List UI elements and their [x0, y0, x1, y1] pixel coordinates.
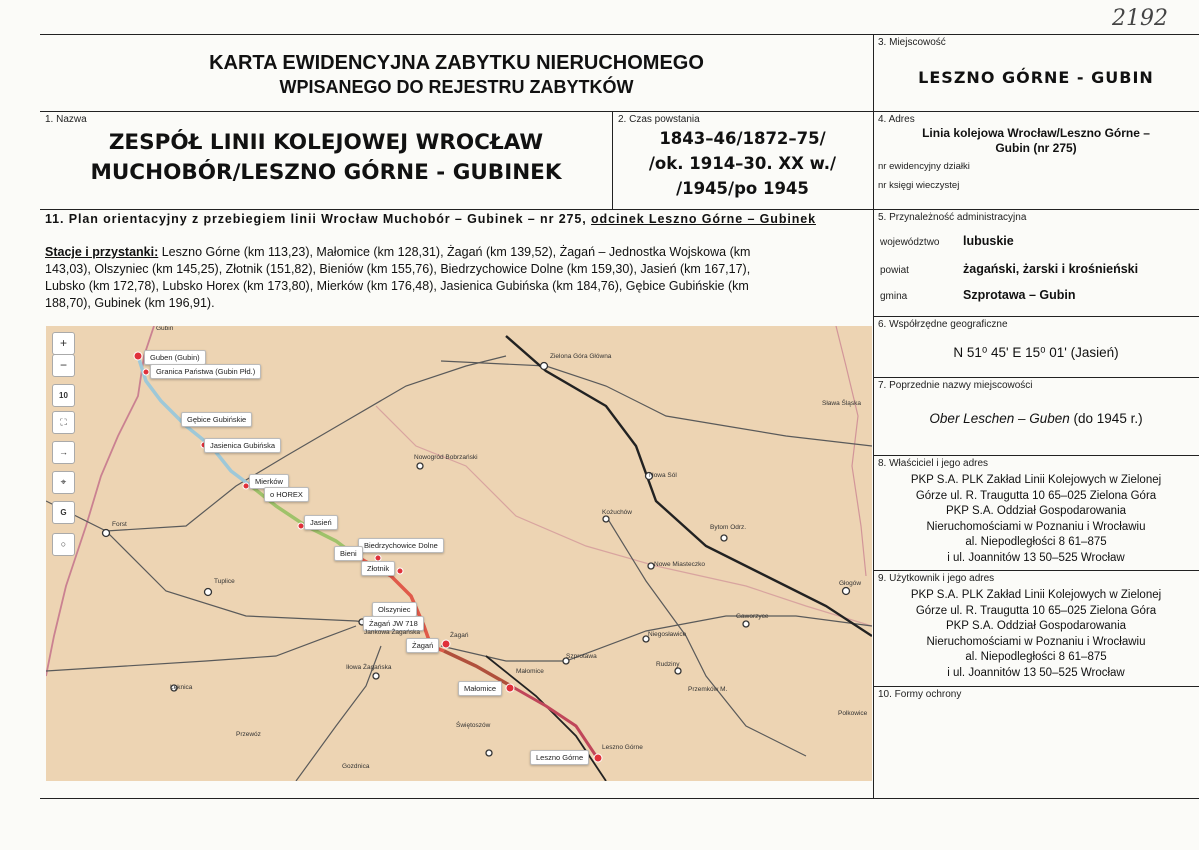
- f2-label: 2. Czas powstania: [618, 114, 700, 125]
- town-gozdnica: Gozdnica: [342, 763, 370, 770]
- f8-label: 8. Właściciel i jego adres: [878, 458, 989, 469]
- locate-icon[interactable]: ⌖: [52, 471, 75, 494]
- f6-label: 6. Współrzędne geograficzne: [878, 319, 1008, 330]
- town-marker: [721, 535, 727, 541]
- f7-italic: Ober Leschen – Guben: [929, 411, 1070, 426]
- f9-label: 9. Użytkownik i jego adres: [878, 573, 995, 584]
- f5-gmina: Szprotawa – Gubin: [963, 288, 1076, 302]
- station-tag-biedrzychowice[interactable]: Biedrzychowice Dolne: [358, 538, 444, 553]
- frame-top: [40, 34, 1199, 35]
- f4-sub2: nr księgi wieczystej: [878, 180, 960, 191]
- station-marker: [397, 568, 403, 574]
- rail-main-dark: [506, 336, 872, 636]
- rail-n1: [106, 356, 506, 531]
- f8-line: PKP S.A. PLK Zakład Linii Kolejowych w Zielonej: [910, 474, 1162, 486]
- rail-w: [46, 626, 356, 671]
- border-east: [836, 326, 866, 576]
- f1-value: [40, 128, 612, 188]
- f7-label: 7. Poprzednie nazwy miejscowości: [878, 380, 1033, 391]
- town-jankowa: Jankowa Żagańska: [364, 629, 421, 636]
- f7-value: [873, 411, 1199, 426]
- station-tag-jasienica[interactable]: Jasienica Gubińska: [204, 438, 281, 453]
- f4-value: [873, 126, 1199, 156]
- town-kozuchow: Kożuchów: [602, 509, 632, 516]
- station-marker: [594, 754, 602, 762]
- f11-heading-a: 11. Plan orientacyjny z przebiegiem linii Wrocław Muchobór – Gubinek – nr 275,: [45, 212, 587, 226]
- station-tag-zagan[interactable]: Żagań: [406, 638, 439, 653]
- station-marker: [134, 352, 142, 360]
- town-rudziny: Rudziny: [656, 661, 680, 668]
- town-marker: [205, 589, 212, 596]
- stations-line1: Leszno Górne (km 113,23), Małomice (km 128,31), Żagań (km 139,52), Żagań – Jednostka Wojskowa (km: [158, 245, 751, 259]
- town-gaworzyce: Gaworzyce: [736, 613, 769, 620]
- f11-stations: [45, 244, 873, 312]
- f9-line: PKP S.A. Oddział Gospodarowania: [945, 620, 1127, 632]
- town-marker: [843, 588, 850, 595]
- rail-n2: [441, 361, 872, 446]
- town-nowa-sol: Nowa Sól: [649, 472, 677, 479]
- town-zielona-gora: Zielona Góra Główna: [550, 353, 612, 360]
- station-tag-horex[interactable]: o HOREX: [264, 487, 309, 502]
- f8-line: i ul. Joannitów 13 50–525 Wrocław: [947, 551, 1125, 564]
- zoom-in-button[interactable]: +: [52, 332, 75, 355]
- f9-line: i ul. Joannitów 13 50–525 Wrocław: [947, 666, 1125, 679]
- f8-value: [873, 473, 1199, 566]
- f5-gmina-label: gmina: [880, 291, 908, 302]
- card-title-line2: WPISANEGO DO REJESTRU ZABYTKÓW: [279, 77, 634, 97]
- town-przewoz: Przewóz: [236, 731, 261, 738]
- f4-sub1: nr ewidencyjny działki: [878, 161, 970, 172]
- town-przemkow: Przemków M.: [688, 686, 728, 693]
- f5-label: 5. Przynależność administracyjna: [878, 212, 1027, 223]
- town-marker: [541, 363, 548, 370]
- station-tag-mierkow[interactable]: Mierków: [249, 474, 289, 489]
- f8-line: Górze ul. R. Traugutta 10 65–025 Zielona Góra: [915, 489, 1157, 502]
- f1-line2: MUCHOBÓR/LESZNO GÓRNE - GUBINEK: [90, 160, 562, 185]
- town-gubin: Gubin: [156, 326, 174, 332]
- station-marker: [143, 369, 149, 375]
- f9-line: PKP S.A. PLK Zakład Linii Kolejowych w Zielonej: [910, 589, 1162, 601]
- town-leknica: Łęknica: [170, 684, 193, 691]
- handwritten-number: 2192: [1112, 6, 1168, 31]
- f11-heading: [45, 212, 870, 226]
- town-marker: [486, 750, 492, 756]
- stations-line2: 143,03), Olszyniec (km 145,25), Złotnik (151,82), Bieniów (km 155,76), Biedrzychowice Dolne (km 159,30), Jasień (km 167,17),: [45, 262, 751, 276]
- f5-pow-label: powiat: [880, 265, 909, 276]
- town-tuplice: Tuplice: [214, 578, 235, 585]
- station-tag-bieniow[interactable]: Bieni: [334, 546, 363, 561]
- rail-sz: [441, 616, 872, 661]
- town-bytom: Bytom Odrz.: [710, 524, 747, 531]
- f3-label: 3. Miejscowość: [878, 37, 946, 48]
- google-icon[interactable]: G: [52, 501, 75, 524]
- div-5: [873, 316, 1199, 317]
- stations-label: Stacje i przystanki:: [45, 245, 159, 259]
- station-tag-leszno[interactable]: Leszno Górne: [530, 750, 589, 765]
- town-swietoszow: Świętoszów: [456, 722, 491, 729]
- station-tag-gubin[interactable]: Guben (Gubin): [144, 350, 206, 365]
- card-title-line1: KARTA EWIDENCYJNA ZABYTKU NIERUCHOMEGO: [209, 52, 704, 74]
- f2-line3: /1945/po 1945: [676, 179, 809, 198]
- station-tag-malomice[interactable]: Małomice: [458, 681, 502, 696]
- stations-line3: Lubsko (km 172,78), Lubsko Horex (km 173,80), Mierków (km 176,48), Jasienica Gubińska (km 184,76), Gębice Gubińskie (km: [45, 279, 749, 293]
- orientation-map[interactable]: [46, 326, 872, 781]
- f8-line: PKP S.A. Oddział Gospodarowania: [945, 505, 1127, 517]
- f4-line1: Linia kolejowa Wrocław/Leszno Górne –: [922, 126, 1150, 140]
- f2-line1: 1843–46/1872–75/: [659, 129, 826, 148]
- div-9: [873, 686, 1199, 687]
- town-niegoslawice: Niegosławice: [648, 631, 687, 638]
- town-glogow: Głogów: [839, 580, 862, 587]
- town-marker: [743, 621, 749, 627]
- f1-label: 1. Nazwa: [45, 114, 87, 125]
- f7-rest: (do 1945 r.): [1069, 411, 1143, 426]
- f5-pow: żagański, żarski i krośnieński: [963, 262, 1139, 276]
- f11-heading-b: odcinek Leszno Górne – Gubinek: [591, 212, 816, 226]
- town-nowogrod: Nowogród Bobrzański: [414, 454, 478, 461]
- rail-forst: [46, 501, 396, 626]
- town-nowe-miasteczko: Nowe Miasteczko: [654, 561, 705, 568]
- station-tag-granica[interactable]: Granica Państwa (Gubin Płd.): [150, 364, 261, 379]
- div-7: [873, 455, 1199, 456]
- station-tag-zlotnik[interactable]: Złotnik: [361, 561, 395, 576]
- town-marker: [373, 673, 379, 679]
- station-tag-olszyniec[interactable]: Olszyniec: [372, 602, 417, 617]
- town-szprotawa: Szprotawa: [566, 653, 597, 660]
- f3-value: LESZNO GÓRNE - GUBIN: [918, 68, 1154, 87]
- frame-row1: [40, 111, 1199, 112]
- town-malomice: Małomice: [516, 668, 544, 675]
- town-marker: [603, 516, 609, 522]
- zoom-out-button[interactable]: −: [52, 354, 75, 377]
- stations-line4: 188,70), Gubinek (km 196,91).: [45, 296, 215, 310]
- town-slawa: Sława Śląska: [822, 400, 862, 407]
- town-marker: [103, 530, 110, 537]
- town-polkowice: Polkowice: [838, 710, 868, 717]
- f2-value: [612, 126, 873, 201]
- card-title: [40, 52, 873, 98]
- frame-row2: [40, 209, 1199, 210]
- f4-line2: Gubin (nr 275): [995, 141, 1077, 155]
- f8-line: al. Niepodległości 8 61–875: [965, 536, 1107, 548]
- f5-woj: lubuskie: [963, 234, 1014, 248]
- div-8: [873, 570, 1199, 571]
- f5-woj-label: województwo: [880, 237, 940, 248]
- comment-icon[interactable]: ○: [52, 533, 75, 556]
- station-marker: [506, 684, 514, 692]
- f2-line2: /ok. 1914–30. XX w./: [648, 154, 837, 173]
- f9-line: Nieruchomościami w Poznaniu i Wrocławiu: [926, 635, 1146, 648]
- arrow-right-icon[interactable]: →: [52, 441, 75, 464]
- town-leszno-gorne: Leszno Górne: [602, 744, 643, 751]
- zoom-level-button[interactable]: 10: [52, 384, 75, 407]
- town-marker: [417, 463, 423, 469]
- f9-value: [873, 588, 1199, 681]
- town-marker: [675, 668, 681, 674]
- f1-line1: ZESPÓŁ LINII KOLEJOWEJ WROCŁAW: [108, 130, 544, 155]
- f4-label: 4. Adres: [878, 114, 915, 125]
- f9-line: al. Niepodległości 8 61–875: [965, 651, 1107, 663]
- f10-label: 10. Formy ochrony: [878, 689, 962, 700]
- f6-value: N 51⁰ 45' E 15⁰ 01' (Jasień): [953, 345, 1119, 360]
- div-6: [873, 377, 1199, 378]
- rail-e: [606, 516, 806, 756]
- station-marker: [442, 640, 450, 648]
- station-tag-zagan-jw[interactable]: Żagań JW 718: [363, 616, 424, 631]
- f8-line: Nieruchomościami w Poznaniu i Wrocławiu: [926, 520, 1146, 533]
- town-ilowa: Iłowa Żagańska: [346, 664, 392, 671]
- frame-bottom: [40, 798, 1199, 799]
- f9-line: Górze ul. R. Traugutta 10 65–025 Zielona Góra: [915, 604, 1157, 617]
- station-tag-jasien[interactable]: Jasień: [304, 515, 338, 530]
- fullscreen-icon[interactable]: ⛶: [52, 411, 75, 434]
- town-zagan: Żagań: [450, 632, 469, 639]
- station-tag-gebice[interactable]: Gębice Gubińskie: [181, 412, 252, 427]
- town-forst: Forst: [112, 521, 127, 528]
- map-graphics: [46, 326, 872, 781]
